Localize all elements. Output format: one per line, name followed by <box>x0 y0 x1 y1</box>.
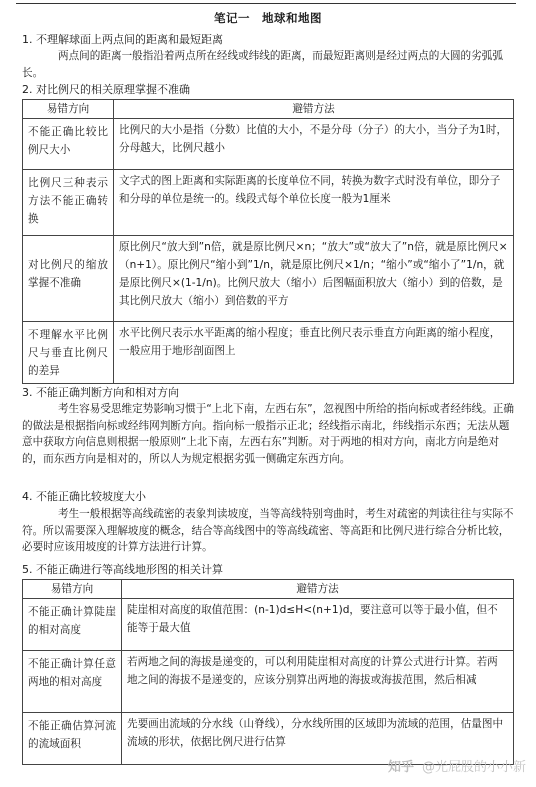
error-direction-cell: 比例尺三种表示方法不能正确转换 <box>23 170 114 236</box>
section-3-text: 考生容易受思维定势影响习惯于“上北下南，左西右东”，忽视图中所给的指向标或者经纬线。正确的做法是根据指向标或经纬网判断方向。指向标一般指示正北；经线指示南北，纬线指示东西；无法从题意中获取方向信息则根据一般原则“上北下南，左西右东”判断。对于两地的相对方向，南北方向是绝对的，而东西方向是相对的，所以人为规定根据劣弧一侧确定东西方向。 <box>22 403 514 465</box>
watermark <box>388 756 526 775</box>
avoid-method-cell: 先要画出流域的分水线（山脊线），分水线所围的区域即为流域的范围，估量图中流域的形状，依据比例尺进行估算 <box>122 713 514 765</box>
column-header-method: 避错方法 <box>114 100 514 119</box>
error-direction-cell: 不能正确计算陡崖的相对高度 <box>23 599 122 651</box>
error-direction-cell: 不能正确估算河流的流域面积 <box>23 713 122 765</box>
table-row <box>23 322 514 384</box>
table-row <box>23 170 514 236</box>
section-4-text: 考生一般根据等高线疏密的表象判读坡度，当等高线特别弯曲时，考生对疏密的判读往往与实际不符。所以需要深入理解坡度的概念，结合等高线图中的等高线疏密、等高距和比例尺进行综合分析比较，必要时应该用坡度的计算方法进行计算。 <box>22 508 514 553</box>
avoid-method-cell: 比例尺的大小是指（分数）比值的大小，不是分母（分子）的大小，当分子为1时，分母越大，比例尺越小 <box>114 119 514 170</box>
section-4-heading: 4. 不能正确比较坡度大小 <box>22 490 146 503</box>
avoid-method-cell: 水平比例尺表示水平距离的缩小程度；垂直比例尺表示垂直方向距离的缩小程度，一般应用于地形剖面图上 <box>114 322 514 384</box>
section-3-heading: 3. 不能正确判断方向和相对方向 <box>22 386 179 399</box>
top-rule <box>16 3 516 4</box>
error-direction-cell: 不能正确比较比例尺大小 <box>23 119 114 170</box>
table-row <box>23 236 514 322</box>
error-direction-cell: 对比例尺的缩放掌握不准确 <box>23 236 114 322</box>
section-2-heading: 2. 对比例尺的相关原理掌握不准确 <box>22 83 190 96</box>
column-header-direction: 易错方向 <box>23 100 114 119</box>
avoid-method-cell: 若两地之间的海拔是递变的，可以利用陡崖相对高度的计算公式进行计算。若两地之间的海拔不是递变的，应该分别算出两地的海拔或海拔范围，然后相减 <box>122 651 514 713</box>
watermark-author: @光屁股的小小新 <box>422 760 527 775</box>
page-title: 笔记一 地球和地图 <box>214 11 322 25</box>
avoid-method-cell: 原比例尺“放大到”n倍，就是原比例尺×n；“放大”或“放大了”n倍，就是原比例尺×（n+1）。原比例尺“缩小到”1/n，就是原比例尺×1/n；“缩小”或“缩小了”1/n，就是原比例尺×(1-1/n)。比例尺放大（缩小）后图幅面积放大（缩小）到的倍数，是其比例尺放大（缩小）到倍数的平方 <box>114 236 514 322</box>
section-1-text: 两点间的距离一般指沿着两点所在经线或纬线的距离，而最短距离则是经过两点的大圆的劣弧弧长。 <box>22 50 503 79</box>
section-1-paragraph <box>22 48 518 81</box>
section-1-heading: 1. 不理解球面上两点间的距离和最短距离 <box>22 33 223 46</box>
table-header-row <box>23 100 514 119</box>
table-header-row <box>23 580 514 599</box>
scale-error-table <box>22 99 514 384</box>
watermark-site: 知乎 <box>388 760 415 775</box>
contour-error-table <box>22 579 514 765</box>
table-row <box>23 119 514 170</box>
section-3-paragraph <box>22 401 518 467</box>
table-row <box>23 599 514 651</box>
column-header-direction: 易错方向 <box>23 580 122 599</box>
table-row <box>23 651 514 713</box>
avoid-method-cell: 陡崖相对高度的取值范围：(n-1)d≤H<(n+1)d，要注意可以等于最小值，但不能等于最大值 <box>122 599 514 651</box>
section-5-heading: 5. 不能正确进行等高线地形图的相关计算 <box>22 563 223 576</box>
avoid-method-cell: 文字式的图上距离和实际距离的长度单位不同，转换为数字式时没有单位，即分子和分母的单位是统一的。线段式每个单位长度一般为1厘米 <box>114 170 514 236</box>
error-direction-cell: 不能正确计算任意两地的相对高度 <box>23 651 122 713</box>
error-direction-cell: 不理解水平比例尺与垂直比例尺的差异 <box>23 322 114 384</box>
section-4-paragraph <box>22 506 518 556</box>
column-header-method: 避错方法 <box>122 580 514 599</box>
